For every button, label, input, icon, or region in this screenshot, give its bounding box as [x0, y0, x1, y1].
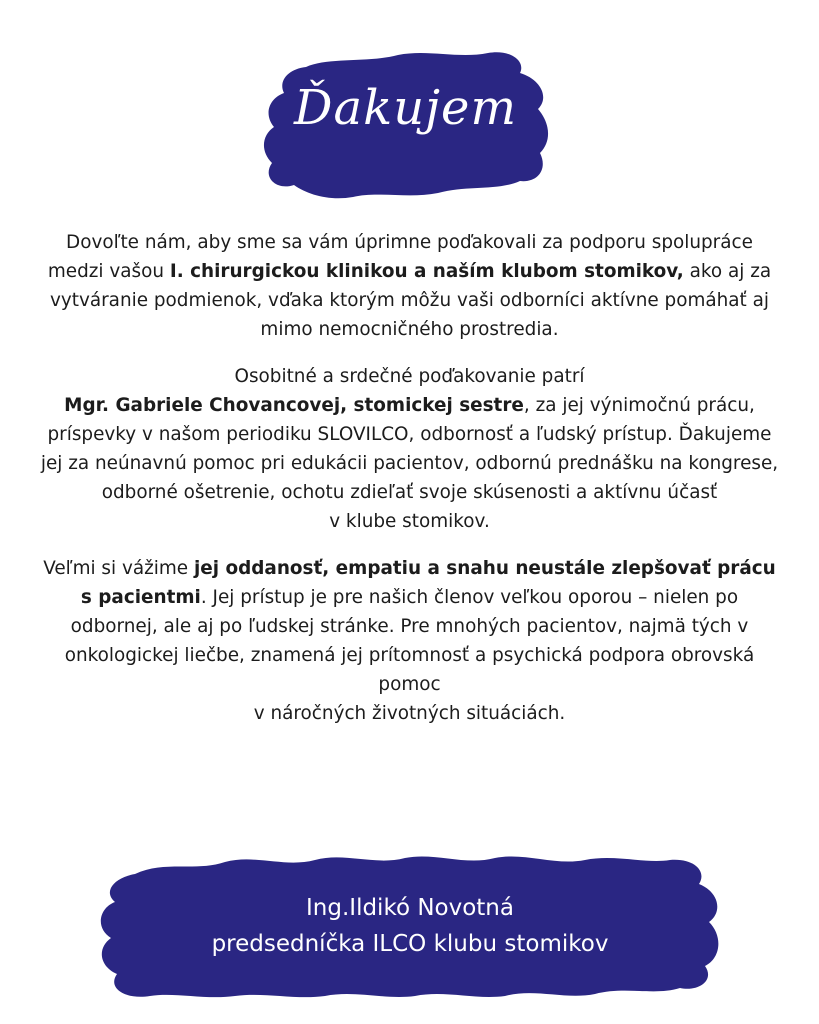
- paragraph-1: [40, 228, 779, 344]
- signature-name: Ing.Ildikó Novotná: [306, 895, 514, 921]
- paragraph-2-text-a: Osobitné a srdečné poďakovanie patrí: [234, 366, 585, 387]
- paragraph-1-text-b: ako aj za vytváranie podmienok, vďaka ktorým môžu vaši odborníci aktívne pomáhať aj mimo nemocničného prostredia.: [49, 261, 772, 340]
- paragraph-3-bold: jej oddanosť, empatiu a snahu neustále zlepšovať prácu s pacientmi: [80, 558, 776, 608]
- paragraph-2-text-b: , za jej výnimočnú prácu, príspevky v našom periodiku SLOVILCO, odbornosť a ľudský prístup. Ďakujeme jej za neúnavnú pomoc pri edukácii pacientov, odbornú prednášku na kongrese, odborné ošetrenie, ochotu zdieľať svoje skúsenosti a aktívnu účasť: [40, 395, 779, 503]
- paragraph-2: [40, 362, 779, 536]
- paragraph-3-text-b: . Jej prístup je pre našich členov veľkou oporou – nielen po odbornej, ale aj po ľudskej stránke. Pre mnohých pacientov, najmä tých v onkologickej liečbe, znamená jej prítomnosť a psychická podpora obrovská pomoc: [64, 587, 755, 695]
- signature-block: [95, 890, 725, 962]
- paragraph-2-bold: Mgr. Gabriele Chovancovej, stomickej sestre: [64, 395, 524, 416]
- signature-role: predsedníčka ILCO klubu stomikov: [211, 931, 609, 957]
- letter-body: [40, 228, 779, 746]
- paragraph-2-text-c: v klube stomikov.: [329, 511, 490, 532]
- paragraph-1-text-a: Dovoľte nám, aby sme sa vám úprimne poďakovali za podporu spolupráce medzi vašou: [47, 232, 753, 282]
- thank-you-title: Ďakujem: [294, 80, 517, 136]
- paragraph-3-text-a: Veľmi si vážime: [43, 558, 194, 579]
- paragraph-1-bold: I. chirurgickou klinikou a naším klubom stomikov,: [169, 261, 684, 282]
- paragraph-3: [40, 554, 779, 728]
- paragraph-3-text-c: v náročných životných situáciách.: [253, 703, 566, 724]
